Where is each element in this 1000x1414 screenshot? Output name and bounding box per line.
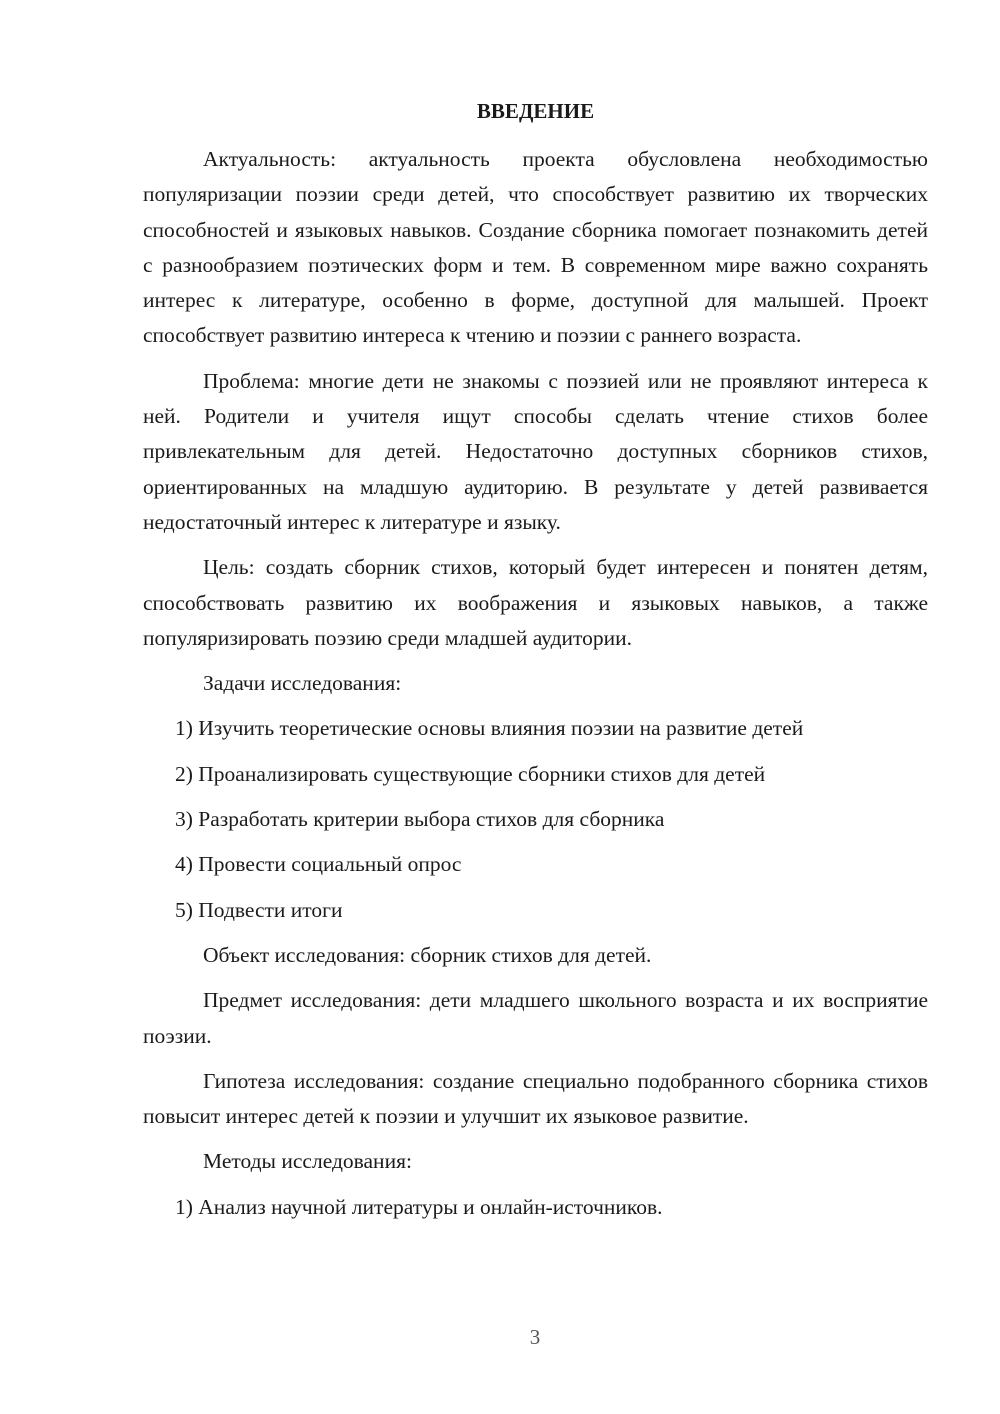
task-item-2: 2) Проанализировать существующие сборники стихов для детей <box>175 761 766 786</box>
method-item-1: 1) Анализ научной литературы и онлайн-источников. <box>175 1194 663 1219</box>
paragraph-hypothesis: Гипотеза исследования: создание специально подобранного сборника стихов повысит интерес детей к поэзии и улучшит их языковое развитие. <box>143 1068 928 1129</box>
methods-heading: Методы исследования: <box>203 1149 412 1174</box>
task-item-1: 1) Изучить теоретические основы влияния поэзии на развитие детей <box>175 716 804 741</box>
tasks-heading: Задачи исследования: <box>203 671 402 696</box>
paragraph-goal: Цель: создать сборник стихов, который будет интересен и понятен детям, способствовать развитию их воображения и языковых навыков, а также популяризировать поэзию среди младшей аудитории. <box>143 555 928 650</box>
task-item-3: 3) Разработать критерии выбора стихов для сборника <box>175 807 665 832</box>
paragraph-relevance: Актуальность: актуальность проекта обусловлена необходимостью популяризации поэзии среди детей, что способствует развитию их творческих способностей и языковых навыков. Создание сборника помогает познакомить детей с разнообразием поэтических форм и тем. В современном мире важно сохранять интерес к литературе, особенно в форме, доступной для малышей. Проект способствует развитию интереса к чтению и поэзии с раннего возраста. <box>143 147 928 348</box>
task-item-5: 5) Подвести итоги <box>175 897 343 922</box>
paragraph-object: Объект исследования: сборник стихов для детей. <box>203 942 652 967</box>
task-item-4: 4) Провести социальный опрос <box>175 852 462 877</box>
document-body <box>143 142 928 1235</box>
page-number: 3 <box>529 1325 541 1349</box>
paragraph-subject: Предмет исследования: дети младшего школьного возраста и их восприятие поэзии. <box>143 988 928 1048</box>
paragraph-problem: Проблема: многие дети не знакомы с поэзией или не проявляют интереса к ней. Родители и учителя ищут способы сделать чтение стихов более привлекательным для детей. Недостаточно доступных сборников стихов, ориентированных на младшую аудиторию. В результате у детей развивается недостаточный интерес к литературе и языку. <box>143 368 928 534</box>
page-title: ВВЕДЕНИЕ <box>476 99 595 123</box>
